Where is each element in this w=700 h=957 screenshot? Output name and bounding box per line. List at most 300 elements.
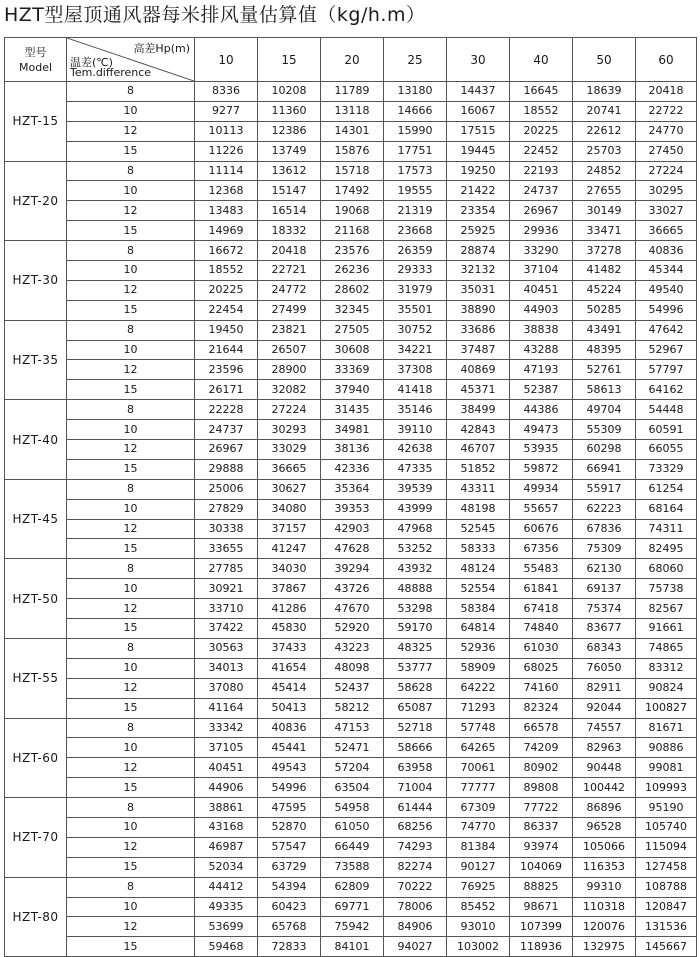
value-cell: 75942 bbox=[321, 917, 384, 937]
value-cell: 63729 bbox=[258, 857, 321, 877]
height-header: 40 bbox=[510, 38, 573, 82]
value-cell: 73588 bbox=[321, 857, 384, 877]
value-cell: 86896 bbox=[573, 798, 636, 818]
value-cell: 60423 bbox=[258, 897, 321, 917]
value-cell: 62223 bbox=[573, 499, 636, 519]
value-cell: 52870 bbox=[258, 817, 321, 837]
value-cell: 58384 bbox=[447, 599, 510, 619]
temp-diff-cell: 12 bbox=[67, 121, 195, 141]
value-cell: 68343 bbox=[573, 638, 636, 658]
temp-diff-cell: 12 bbox=[67, 599, 195, 619]
value-cell: 52554 bbox=[447, 579, 510, 599]
value-cell: 17751 bbox=[384, 141, 447, 161]
value-cell: 100827 bbox=[636, 698, 697, 718]
value-cell: 52936 bbox=[447, 638, 510, 658]
model-cell: HZT-15 bbox=[5, 82, 67, 162]
value-cell: 17515 bbox=[447, 121, 510, 141]
value-cell: 34221 bbox=[384, 340, 447, 360]
value-cell: 43491 bbox=[573, 320, 636, 340]
value-cell: 33290 bbox=[510, 241, 573, 261]
value-cell: 38499 bbox=[447, 400, 510, 420]
value-cell: 83677 bbox=[573, 619, 636, 639]
value-cell: 76050 bbox=[573, 658, 636, 678]
model-cell: HZT-40 bbox=[5, 400, 67, 480]
height-header: 25 bbox=[384, 38, 447, 82]
value-cell: 104069 bbox=[510, 857, 573, 877]
value-cell: 30608 bbox=[321, 340, 384, 360]
value-cell: 22722 bbox=[636, 101, 697, 121]
value-cell: 36665 bbox=[636, 221, 697, 241]
value-cell: 64265 bbox=[447, 738, 510, 758]
table-body bbox=[5, 82, 697, 957]
value-cell: 62130 bbox=[573, 559, 636, 579]
value-cell: 41418 bbox=[384, 380, 447, 400]
header-row bbox=[5, 38, 697, 82]
temp-diff-cell: 8 bbox=[67, 82, 195, 102]
value-cell: 34013 bbox=[195, 658, 258, 678]
value-cell: 21319 bbox=[384, 201, 447, 221]
value-cell: 90448 bbox=[573, 758, 636, 778]
value-cell: 68060 bbox=[636, 559, 697, 579]
value-cell: 32132 bbox=[447, 261, 510, 281]
value-cell: 18552 bbox=[510, 101, 573, 121]
value-cell: 68256 bbox=[384, 817, 447, 837]
value-cell: 82567 bbox=[636, 599, 697, 619]
value-cell: 67418 bbox=[510, 599, 573, 619]
temp-diff-cell: 10 bbox=[67, 181, 195, 201]
value-cell: 47642 bbox=[636, 320, 697, 340]
value-cell: 42638 bbox=[384, 440, 447, 460]
value-cell: 32345 bbox=[321, 300, 384, 320]
value-cell: 132975 bbox=[573, 937, 636, 957]
value-cell: 74557 bbox=[573, 718, 636, 738]
value-cell: 30338 bbox=[195, 519, 258, 539]
table-row bbox=[5, 479, 697, 499]
value-cell: 55917 bbox=[573, 479, 636, 499]
value-cell: 54448 bbox=[636, 400, 697, 420]
value-cell: 22228 bbox=[195, 400, 258, 420]
value-cell: 46707 bbox=[447, 440, 510, 460]
value-cell: 38890 bbox=[447, 300, 510, 320]
value-cell: 58666 bbox=[384, 738, 447, 758]
temp-diff-cell: 15 bbox=[67, 459, 195, 479]
value-cell: 15147 bbox=[258, 181, 321, 201]
value-cell: 49704 bbox=[573, 400, 636, 420]
value-cell: 40451 bbox=[195, 758, 258, 778]
value-cell: 31435 bbox=[321, 400, 384, 420]
value-cell: 52387 bbox=[510, 380, 573, 400]
value-cell: 43932 bbox=[384, 559, 447, 579]
value-cell: 40836 bbox=[636, 241, 697, 261]
value-cell: 20225 bbox=[510, 121, 573, 141]
value-cell: 61030 bbox=[510, 638, 573, 658]
temp-diff-cell: 15 bbox=[67, 698, 195, 718]
value-cell: 93010 bbox=[447, 917, 510, 937]
value-cell: 63504 bbox=[321, 778, 384, 798]
value-cell: 26507 bbox=[258, 340, 321, 360]
value-cell: 57748 bbox=[447, 718, 510, 738]
value-cell: 20418 bbox=[636, 82, 697, 102]
value-cell: 53298 bbox=[384, 599, 447, 619]
value-cell: 57204 bbox=[321, 758, 384, 778]
value-cell: 54958 bbox=[321, 798, 384, 818]
model-header-en: Model bbox=[18, 60, 53, 74]
temp-diff-cell: 8 bbox=[67, 718, 195, 738]
value-cell: 25703 bbox=[573, 141, 636, 161]
value-cell: 39110 bbox=[384, 420, 447, 440]
table-row bbox=[5, 121, 697, 141]
model-header-cn: 型号 bbox=[24, 45, 47, 59]
value-cell: 16514 bbox=[258, 201, 321, 221]
table-row bbox=[5, 599, 697, 619]
value-cell: 84906 bbox=[384, 917, 447, 937]
value-cell: 37104 bbox=[510, 261, 573, 281]
temp-diff-cell: 15 bbox=[67, 380, 195, 400]
table-row bbox=[5, 440, 697, 460]
value-cell: 74840 bbox=[510, 619, 573, 639]
value-cell: 67356 bbox=[510, 539, 573, 559]
value-cell: 19450 bbox=[195, 320, 258, 340]
value-cell: 11226 bbox=[195, 141, 258, 161]
temp-diff-cell: 8 bbox=[67, 638, 195, 658]
value-cell: 39294 bbox=[321, 559, 384, 579]
value-cell: 42336 bbox=[321, 459, 384, 479]
value-cell: 116353 bbox=[573, 857, 636, 877]
value-cell: 42843 bbox=[447, 420, 510, 440]
value-cell: 71293 bbox=[447, 698, 510, 718]
value-cell: 22193 bbox=[510, 161, 573, 181]
value-cell: 45344 bbox=[636, 261, 697, 281]
value-cell: 58212 bbox=[321, 698, 384, 718]
value-cell: 65768 bbox=[258, 917, 321, 937]
value-cell: 68025 bbox=[510, 658, 573, 678]
value-cell: 60591 bbox=[636, 420, 697, 440]
value-cell: 33686 bbox=[447, 320, 510, 340]
value-cell: 13180 bbox=[384, 82, 447, 102]
model-cell: HZT-70 bbox=[5, 798, 67, 878]
value-cell: 29333 bbox=[384, 261, 447, 281]
value-cell: 14969 bbox=[195, 221, 258, 241]
value-cell: 20418 bbox=[258, 241, 321, 261]
temp-diff-cell: 12 bbox=[67, 917, 195, 937]
value-cell: 38136 bbox=[321, 440, 384, 460]
value-cell: 50413 bbox=[258, 698, 321, 718]
value-cell: 75374 bbox=[573, 599, 636, 619]
value-cell: 74209 bbox=[510, 738, 573, 758]
value-cell: 83312 bbox=[636, 658, 697, 678]
height-header: 30 bbox=[447, 38, 510, 82]
value-cell: 23821 bbox=[258, 320, 321, 340]
temp-diff-cell: 8 bbox=[67, 798, 195, 818]
table-row bbox=[5, 738, 697, 758]
value-cell: 10113 bbox=[195, 121, 258, 141]
height-header: 50 bbox=[573, 38, 636, 82]
value-cell: 58628 bbox=[384, 678, 447, 698]
table-row bbox=[5, 817, 697, 837]
value-cell: 47335 bbox=[384, 459, 447, 479]
table-row bbox=[5, 181, 697, 201]
table-row bbox=[5, 340, 697, 360]
value-cell: 15876 bbox=[321, 141, 384, 161]
value-cell: 41482 bbox=[573, 261, 636, 281]
value-cell: 18332 bbox=[258, 221, 321, 241]
value-cell: 22721 bbox=[258, 261, 321, 281]
value-cell: 14437 bbox=[447, 82, 510, 102]
temp-diff-cell: 8 bbox=[67, 400, 195, 420]
temp-diff-cell: 10 bbox=[67, 658, 195, 678]
value-cell: 30921 bbox=[195, 579, 258, 599]
value-cell: 48198 bbox=[447, 499, 510, 519]
value-cell: 64814 bbox=[447, 619, 510, 639]
value-cell: 16672 bbox=[195, 241, 258, 261]
value-cell: 96528 bbox=[573, 817, 636, 837]
value-cell: 69771 bbox=[321, 897, 384, 917]
value-cell: 58333 bbox=[447, 539, 510, 559]
value-cell: 24737 bbox=[510, 181, 573, 201]
value-cell: 53777 bbox=[384, 658, 447, 678]
value-cell: 27224 bbox=[636, 161, 697, 181]
table-row bbox=[5, 897, 697, 917]
value-cell: 27785 bbox=[195, 559, 258, 579]
table-row bbox=[5, 499, 697, 519]
value-cell: 12368 bbox=[195, 181, 258, 201]
value-cell: 24772 bbox=[258, 280, 321, 300]
value-cell: 57797 bbox=[636, 360, 697, 380]
value-cell: 74865 bbox=[636, 638, 697, 658]
value-cell: 49934 bbox=[510, 479, 573, 499]
table-row bbox=[5, 857, 697, 877]
value-cell: 105066 bbox=[573, 837, 636, 857]
value-cell: 47628 bbox=[321, 539, 384, 559]
value-cell: 120076 bbox=[573, 917, 636, 937]
value-cell: 21168 bbox=[321, 221, 384, 241]
height-diff-label: 高差Hp(m) bbox=[133, 42, 190, 55]
value-cell: 48325 bbox=[384, 638, 447, 658]
value-cell: 35146 bbox=[384, 400, 447, 420]
value-cell: 82495 bbox=[636, 539, 697, 559]
table-row bbox=[5, 459, 697, 479]
table-row bbox=[5, 400, 697, 420]
value-cell: 81384 bbox=[447, 837, 510, 857]
temp-diff-cell: 12 bbox=[67, 440, 195, 460]
value-cell: 71004 bbox=[384, 778, 447, 798]
value-cell: 74160 bbox=[510, 678, 573, 698]
table-row bbox=[5, 320, 697, 340]
value-cell: 58613 bbox=[573, 380, 636, 400]
value-cell: 19445 bbox=[447, 141, 510, 161]
value-cell: 30627 bbox=[258, 479, 321, 499]
value-cell: 37487 bbox=[447, 340, 510, 360]
value-cell: 74770 bbox=[447, 817, 510, 837]
value-cell: 42903 bbox=[321, 519, 384, 539]
value-cell: 26359 bbox=[384, 241, 447, 261]
temp-diff-cell: 10 bbox=[67, 817, 195, 837]
value-cell: 78006 bbox=[384, 897, 447, 917]
value-cell: 45224 bbox=[573, 280, 636, 300]
value-cell: 61841 bbox=[510, 579, 573, 599]
height-header: 10 bbox=[195, 38, 258, 82]
temp-diff-cell: 10 bbox=[67, 261, 195, 281]
value-cell: 84101 bbox=[321, 937, 384, 957]
value-cell: 14301 bbox=[321, 121, 384, 141]
value-cell: 13118 bbox=[321, 101, 384, 121]
value-cell: 90886 bbox=[636, 738, 697, 758]
value-cell: 52471 bbox=[321, 738, 384, 758]
value-cell: 37867 bbox=[258, 579, 321, 599]
value-cell: 37105 bbox=[195, 738, 258, 758]
table-row bbox=[5, 261, 697, 281]
value-cell: 65087 bbox=[384, 698, 447, 718]
temp-diff-cell: 12 bbox=[67, 201, 195, 221]
value-cell: 9277 bbox=[195, 101, 258, 121]
value-cell: 20741 bbox=[573, 101, 636, 121]
model-cell: HZT-80 bbox=[5, 877, 67, 957]
table-row bbox=[5, 360, 697, 380]
value-cell: 60676 bbox=[510, 519, 573, 539]
temp-diff-cell: 8 bbox=[67, 241, 195, 261]
value-cell: 11114 bbox=[195, 161, 258, 181]
temp-diff-cell: 8 bbox=[67, 479, 195, 499]
value-cell: 77777 bbox=[447, 778, 510, 798]
value-cell: 44386 bbox=[510, 400, 573, 420]
value-cell: 43168 bbox=[195, 817, 258, 837]
value-cell: 85452 bbox=[447, 897, 510, 917]
value-cell: 10208 bbox=[258, 82, 321, 102]
value-cell: 38861 bbox=[195, 798, 258, 818]
value-cell: 55309 bbox=[573, 420, 636, 440]
value-cell: 18639 bbox=[573, 82, 636, 102]
value-cell: 107399 bbox=[510, 917, 573, 937]
value-cell: 34030 bbox=[258, 559, 321, 579]
value-cell: 24737 bbox=[195, 420, 258, 440]
temp-diff-cell: 15 bbox=[67, 141, 195, 161]
value-cell: 27505 bbox=[321, 320, 384, 340]
temp-diff-cell: 15 bbox=[67, 937, 195, 957]
value-cell: 18552 bbox=[195, 261, 258, 281]
value-cell: 131536 bbox=[636, 917, 697, 937]
value-cell: 82274 bbox=[384, 857, 447, 877]
value-cell: 41286 bbox=[258, 599, 321, 619]
table-row bbox=[5, 221, 697, 241]
value-cell: 68164 bbox=[636, 499, 697, 519]
table-row bbox=[5, 82, 697, 102]
temp-diff-cell: 8 bbox=[67, 320, 195, 340]
value-cell: 24852 bbox=[573, 161, 636, 181]
value-cell: 73329 bbox=[636, 459, 697, 479]
value-cell: 33342 bbox=[195, 718, 258, 738]
value-cell: 59468 bbox=[195, 937, 258, 957]
table-row bbox=[5, 201, 697, 221]
value-cell: 115094 bbox=[636, 837, 697, 857]
value-cell: 118936 bbox=[510, 937, 573, 957]
value-cell: 28874 bbox=[447, 241, 510, 261]
value-cell: 52034 bbox=[195, 857, 258, 877]
value-cell: 23354 bbox=[447, 201, 510, 221]
value-cell: 19250 bbox=[447, 161, 510, 181]
value-cell: 27829 bbox=[195, 499, 258, 519]
value-cell: 20225 bbox=[195, 280, 258, 300]
table-row bbox=[5, 877, 697, 897]
value-cell: 52718 bbox=[384, 718, 447, 738]
temp-diff-cell: 8 bbox=[67, 161, 195, 181]
value-cell: 33710 bbox=[195, 599, 258, 619]
value-cell: 109993 bbox=[636, 778, 697, 798]
value-cell: 34080 bbox=[258, 499, 321, 519]
table-row bbox=[5, 420, 697, 440]
model-cell: HZT-20 bbox=[5, 161, 67, 241]
value-cell: 29888 bbox=[195, 459, 258, 479]
value-cell: 61444 bbox=[384, 798, 447, 818]
value-cell: 52920 bbox=[321, 619, 384, 639]
value-cell: 37940 bbox=[321, 380, 384, 400]
value-cell: 26171 bbox=[195, 380, 258, 400]
table-row bbox=[5, 519, 697, 539]
value-cell: 19068 bbox=[321, 201, 384, 221]
table-row bbox=[5, 539, 697, 559]
value-cell: 57547 bbox=[258, 837, 321, 857]
value-cell: 15718 bbox=[321, 161, 384, 181]
value-cell: 30752 bbox=[384, 320, 447, 340]
value-cell: 37080 bbox=[195, 678, 258, 698]
value-cell: 33029 bbox=[258, 440, 321, 460]
value-cell: 39539 bbox=[384, 479, 447, 499]
value-cell: 44906 bbox=[195, 778, 258, 798]
value-cell: 52761 bbox=[573, 360, 636, 380]
value-cell: 30563 bbox=[195, 638, 258, 658]
temp-diff-label-en: Tem.difference bbox=[70, 66, 152, 79]
value-cell: 28900 bbox=[258, 360, 321, 380]
value-cell: 49335 bbox=[195, 897, 258, 917]
page-title: HZT型屋顶通风器每米排风量估算值（kg/h.m） bbox=[4, 4, 426, 26]
table-row bbox=[5, 241, 697, 261]
value-cell: 61254 bbox=[636, 479, 697, 499]
value-cell: 23668 bbox=[384, 221, 447, 241]
value-cell: 63958 bbox=[384, 758, 447, 778]
value-cell: 47153 bbox=[321, 718, 384, 738]
value-cell: 8336 bbox=[195, 82, 258, 102]
value-cell: 22454 bbox=[195, 300, 258, 320]
table-row bbox=[5, 937, 697, 957]
value-cell: 22612 bbox=[573, 121, 636, 141]
value-cell: 45441 bbox=[258, 738, 321, 758]
temp-diff-cell: 8 bbox=[67, 877, 195, 897]
table-row bbox=[5, 758, 697, 778]
table-row bbox=[5, 380, 697, 400]
temp-diff-cell: 15 bbox=[67, 539, 195, 559]
value-cell: 75738 bbox=[636, 579, 697, 599]
value-cell: 28602 bbox=[321, 280, 384, 300]
value-cell: 21422 bbox=[447, 181, 510, 201]
value-cell: 37278 bbox=[573, 241, 636, 261]
value-cell: 94027 bbox=[384, 937, 447, 957]
value-cell: 120847 bbox=[636, 897, 697, 917]
value-cell: 54394 bbox=[258, 877, 321, 897]
value-cell: 45371 bbox=[447, 380, 510, 400]
value-cell: 47968 bbox=[384, 519, 447, 539]
temp-diff-cell: 15 bbox=[67, 778, 195, 798]
value-cell: 26967 bbox=[510, 201, 573, 221]
value-cell: 13749 bbox=[258, 141, 321, 161]
value-cell: 47193 bbox=[510, 360, 573, 380]
value-cell: 33027 bbox=[636, 201, 697, 221]
model-cell: HZT-50 bbox=[5, 559, 67, 639]
value-cell: 100442 bbox=[573, 778, 636, 798]
value-cell: 32082 bbox=[258, 380, 321, 400]
value-cell: 24770 bbox=[636, 121, 697, 141]
value-cell: 74293 bbox=[384, 837, 447, 857]
value-cell: 26236 bbox=[321, 261, 384, 281]
table-row bbox=[5, 798, 697, 818]
